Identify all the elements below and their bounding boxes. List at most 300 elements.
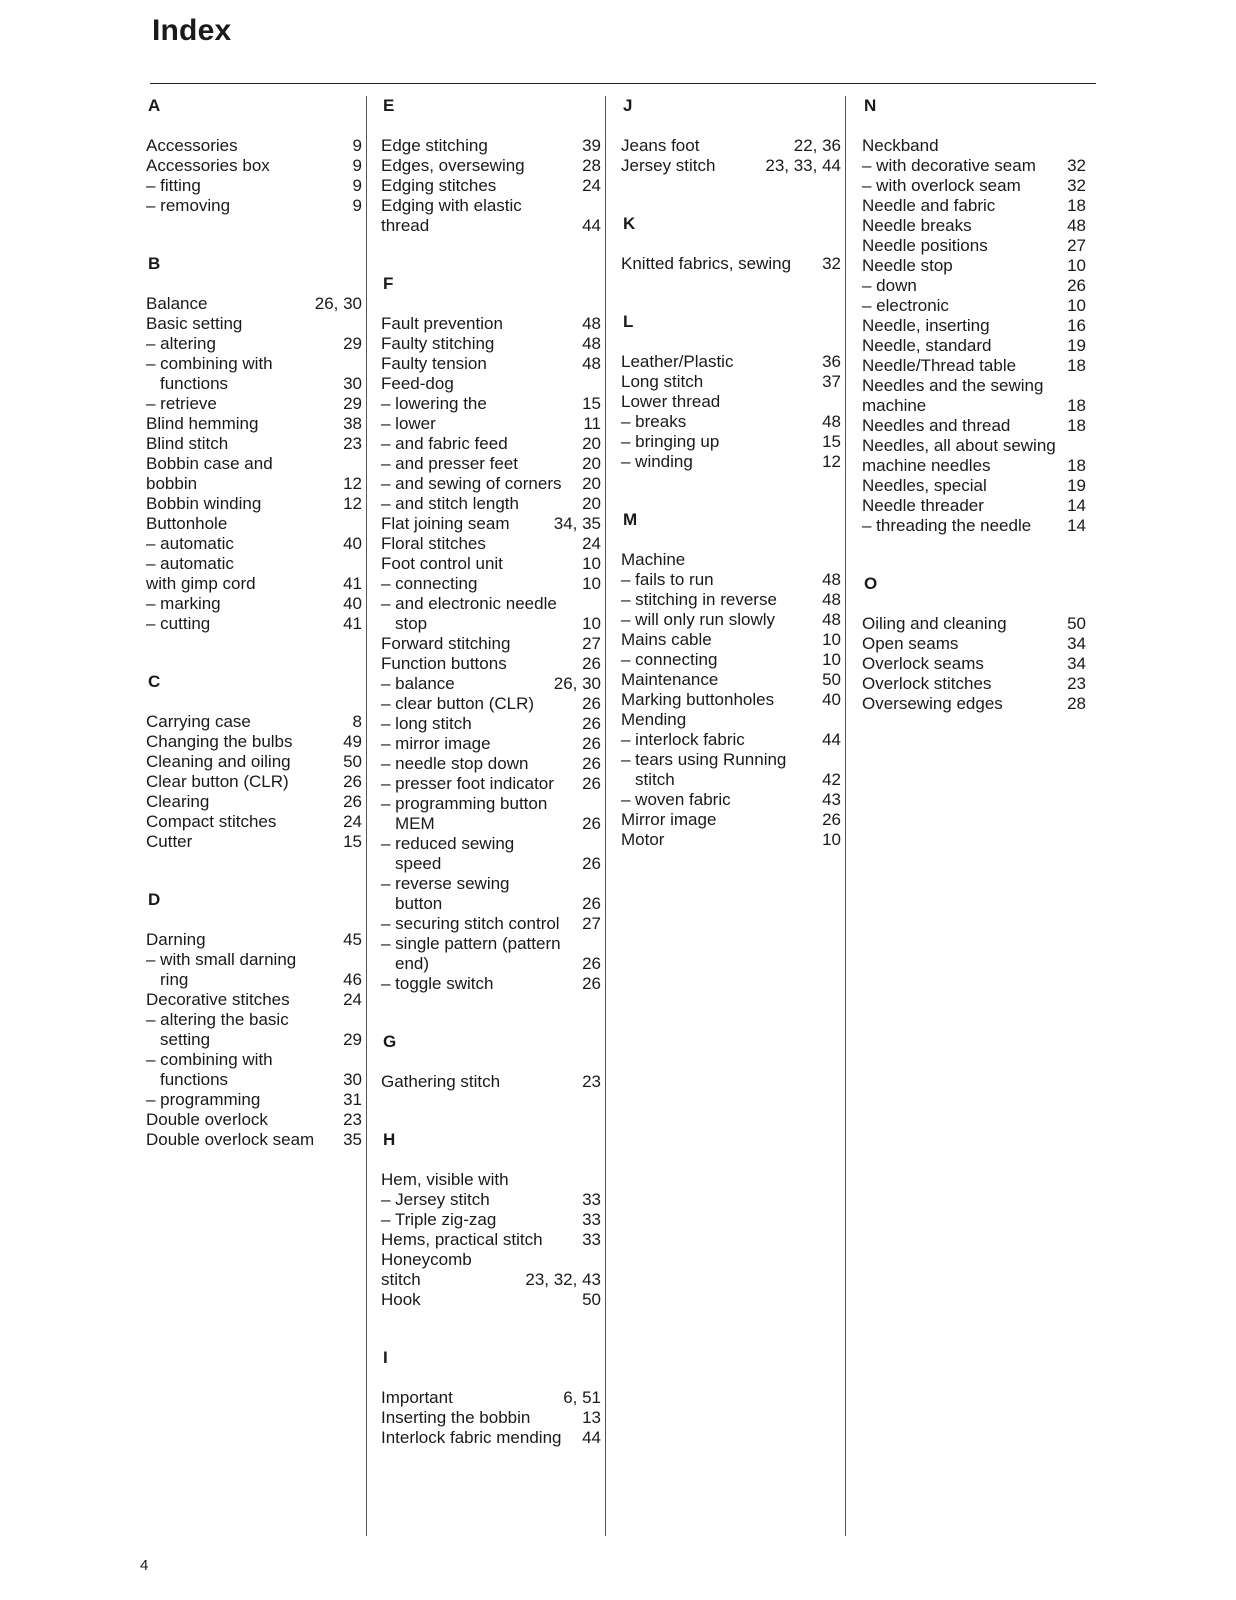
entry-term: Needle stop — [862, 256, 953, 275]
index-section — [146, 672, 366, 852]
entry-term: – automatic — [146, 554, 234, 573]
entry-pages: 41 — [343, 574, 362, 593]
index-section — [146, 254, 366, 634]
index-entry — [862, 476, 1090, 496]
entry-term: Oiling and cleaning — [862, 614, 1007, 633]
entry-pages: 23, 33, 44 — [765, 156, 841, 175]
entry-term: Oversewing edges — [862, 694, 1003, 713]
entry-pages: 10 — [1067, 296, 1086, 315]
section-letter: C — [148, 672, 161, 691]
entry-term: – with small darning — [146, 950, 297, 969]
entry-term: Accessories box — [146, 156, 270, 175]
entry-term: – connecting — [381, 574, 478, 593]
entry-pages: 40 — [343, 534, 362, 553]
index-entry — [381, 874, 605, 894]
entry-term: – clear button (CLR) — [381, 694, 535, 713]
entry-term: Cutter — [146, 832, 193, 851]
entry-pages: 10 — [822, 630, 841, 649]
index-entry — [621, 570, 845, 590]
entry-term: stop — [395, 614, 428, 633]
entry-term: Leather/Plastic — [621, 352, 734, 371]
entry-term: Clearing — [146, 792, 210, 811]
entry-pages: 11 — [583, 414, 601, 433]
entry-term: – automatic — [146, 534, 234, 553]
index-entry — [381, 314, 605, 334]
entry-term: – and electronic needle — [381, 594, 557, 613]
index-entry — [146, 394, 366, 414]
entry-term: Motor — [621, 830, 665, 849]
entry-pages: 18 — [1067, 396, 1086, 415]
index-section — [381, 1130, 605, 1310]
index-entry — [381, 854, 605, 874]
index-entry — [146, 176, 366, 196]
index-entry — [381, 934, 605, 954]
entry-term: Feed-dog — [381, 374, 454, 393]
entry-pages: 15 — [582, 394, 601, 413]
index-column-2 — [381, 96, 606, 1536]
entry-pages: 19 — [1067, 336, 1086, 355]
entry-pages: 32 — [1067, 176, 1086, 195]
entry-term: Mending — [621, 710, 687, 729]
section-letter: L — [623, 312, 634, 331]
index-section — [621, 312, 845, 472]
index-entry — [381, 1210, 605, 1230]
entry-term: – removing — [146, 196, 231, 215]
index-entry — [621, 590, 845, 610]
index-entry — [862, 376, 1090, 396]
entry-pages: 50 — [822, 670, 841, 689]
section-letter: H — [383, 1130, 396, 1149]
index-entry — [381, 454, 605, 474]
entry-term: – and sewing of corners — [381, 474, 562, 493]
index-entry — [381, 614, 605, 634]
entry-term: Knitted fabrics, sewing — [621, 254, 792, 273]
entry-term: Bobbin case and — [146, 454, 273, 473]
page-title: Index — [152, 14, 232, 47]
entry-pages: 26 — [582, 734, 601, 753]
entry-term: Needle and fabric — [862, 196, 996, 215]
entry-term: setting — [160, 1030, 211, 1049]
entry-term: – toggle switch — [381, 974, 494, 993]
entry-term: – altering — [146, 334, 216, 353]
entry-pages: 42 — [822, 770, 841, 789]
entry-term: Mains cable — [621, 630, 712, 649]
entry-term: – altering the basic — [146, 1010, 289, 1029]
entry-term: speed — [395, 854, 442, 873]
entry-term: Needles and thread — [862, 416, 1011, 435]
index-section — [862, 574, 1090, 714]
entry-term: Machine — [621, 550, 686, 569]
index-entry — [381, 754, 605, 774]
entry-pages: 23 — [343, 434, 362, 453]
index-entry — [381, 1290, 605, 1310]
entry-term: button — [395, 894, 443, 913]
index-entry — [146, 1010, 366, 1030]
entry-pages: 44 — [582, 216, 601, 235]
entry-pages: 6, 51 — [563, 1388, 601, 1407]
index-entry — [146, 294, 366, 314]
index-entry — [146, 374, 366, 394]
index-entry — [381, 714, 605, 734]
index-entry — [146, 732, 366, 752]
entry-term: – and fabric feed — [381, 434, 508, 453]
entry-pages: 23, 32, 43 — [525, 1270, 601, 1289]
entry-term: – will only run slowly — [621, 610, 775, 629]
entry-pages: 36 — [822, 352, 841, 371]
entry-pages: 27 — [582, 914, 601, 933]
entry-term: Floral stitches — [381, 534, 486, 553]
entry-pages: 40 — [822, 690, 841, 709]
index-entry — [381, 474, 605, 494]
entry-pages: 26 — [582, 894, 601, 913]
index-entry — [381, 156, 605, 176]
entry-pages: 50 — [582, 1290, 601, 1309]
entry-pages: 24 — [582, 534, 601, 553]
section-letter: J — [623, 96, 633, 115]
entry-pages: 33 — [582, 1230, 601, 1249]
index-entry — [381, 1170, 605, 1190]
index-entry — [621, 610, 845, 630]
index-entry — [862, 674, 1090, 694]
index-entry — [381, 196, 605, 216]
entry-pages: 30 — [343, 1070, 362, 1089]
entry-pages: 18 — [1067, 416, 1086, 435]
entry-pages: 26 — [822, 810, 841, 829]
entry-pages: 26 — [582, 654, 601, 673]
entry-pages: 38 — [343, 414, 362, 433]
index-entry — [146, 1050, 366, 1070]
entry-pages: 28 — [1067, 694, 1086, 713]
header-rule — [150, 83, 1096, 84]
entry-pages: 49 — [343, 732, 362, 751]
entry-pages: 16 — [1067, 316, 1086, 335]
index-entry — [621, 810, 845, 830]
index-entry — [621, 630, 845, 650]
entry-term: Edge stitching — [381, 136, 488, 155]
entry-pages: 26 — [582, 714, 601, 733]
entry-pages: 45 — [343, 930, 362, 949]
index-section — [621, 510, 845, 850]
entry-pages: 34 — [1067, 634, 1086, 653]
entry-pages: 10 — [822, 830, 841, 849]
entry-term: stitch — [381, 1270, 421, 1289]
entry-pages: 9 — [352, 136, 362, 155]
index-section — [862, 96, 1090, 536]
entry-pages: 26 — [343, 792, 362, 811]
index-entry — [146, 1030, 366, 1050]
entry-term: – fitting — [146, 176, 201, 195]
entry-pages: 18 — [1067, 456, 1086, 475]
index-entry — [381, 734, 605, 754]
index-entry — [621, 550, 845, 570]
entry-pages: 26 — [343, 772, 362, 791]
index-entry — [621, 156, 845, 176]
entry-term: Hook — [381, 1290, 421, 1309]
entry-pages: 48 — [822, 590, 841, 609]
entry-term: ring — [160, 970, 189, 989]
entry-pages: 29 — [343, 394, 362, 413]
index-entry — [381, 674, 605, 694]
entry-pages: 23 — [1067, 674, 1086, 693]
index-entry — [381, 1230, 605, 1250]
entry-pages: 15 — [343, 832, 362, 851]
index-entry — [621, 352, 845, 372]
entry-pages: 24 — [343, 990, 362, 1009]
entry-pages: 26, 30 — [553, 674, 601, 693]
entry-term: – breaks — [621, 412, 687, 431]
entry-term: Bobbin winding — [146, 494, 262, 513]
entry-pages: 31 — [343, 1090, 362, 1109]
index-entry — [862, 416, 1090, 436]
index-entry — [381, 534, 605, 554]
entry-term: Needles, special — [862, 476, 987, 495]
entry-term: – needle stop down — [381, 754, 529, 773]
entry-term: Decorative stitches — [146, 990, 290, 1009]
entry-pages: 14 — [1067, 496, 1086, 515]
entry-term: MEM — [395, 814, 435, 833]
entry-term: – programming — [146, 1090, 261, 1109]
entry-term: Changing the bulbs — [146, 732, 293, 751]
index-entry — [146, 414, 366, 434]
entry-term: – electronic — [862, 296, 949, 315]
entry-pages: 37 — [822, 372, 841, 391]
entry-pages: 26 — [582, 754, 601, 773]
index-entry — [621, 790, 845, 810]
entry-term: with gimp cord — [146, 574, 256, 593]
entry-term: – threading the needle — [862, 516, 1032, 535]
entry-pages: 34, 35 — [553, 514, 601, 533]
entry-term: Needle, standard — [862, 336, 992, 355]
index-entry — [621, 770, 845, 790]
index-entry — [381, 1190, 605, 1210]
entry-pages: 20 — [582, 474, 601, 493]
index-entry — [381, 894, 605, 914]
entry-pages: 22, 36 — [793, 136, 841, 155]
entry-pages: 24 — [343, 812, 362, 831]
section-letter: E — [383, 96, 395, 115]
index-entry — [862, 654, 1090, 674]
section-letter: G — [383, 1032, 397, 1051]
entry-term: Basic setting — [146, 314, 243, 333]
entry-pages: 35 — [343, 1130, 362, 1149]
index-entry — [381, 374, 605, 394]
index-entry — [146, 434, 366, 454]
entry-term: Needle/Thread table — [862, 356, 1017, 375]
entry-term: Overlock stitches — [862, 674, 992, 693]
index-entry — [381, 774, 605, 794]
index-column-1 — [146, 96, 367, 1536]
index-entry — [146, 474, 366, 494]
index-entry — [862, 216, 1090, 236]
entry-term: Double overlock — [146, 1110, 268, 1129]
index-entry — [146, 354, 366, 374]
index-entry — [862, 634, 1090, 654]
entry-term: bobbin — [146, 474, 198, 493]
index-entry — [146, 712, 366, 732]
entry-pages: 48 — [822, 610, 841, 629]
index-entry — [146, 314, 366, 334]
entry-pages: 14 — [1067, 516, 1086, 535]
index-entry — [381, 814, 605, 834]
entry-pages: 40 — [343, 594, 362, 613]
entry-pages: 9 — [352, 156, 362, 175]
index-entry — [381, 654, 605, 674]
index-entry — [381, 834, 605, 854]
entry-term: Interlock fabric mending — [381, 1428, 562, 1447]
entry-pages: 41 — [343, 614, 362, 633]
section-letter: K — [623, 214, 636, 233]
entry-term: – programming button — [381, 794, 548, 813]
index-entry — [862, 196, 1090, 216]
index-entry — [381, 634, 605, 654]
entry-term: Faulty tension — [381, 354, 487, 373]
entry-term: Inserting the bobbin — [381, 1408, 531, 1427]
index-entry — [381, 954, 605, 974]
entry-pages: 10 — [582, 614, 601, 633]
entry-term: – tears using Running — [621, 750, 787, 769]
index-entry — [146, 614, 366, 634]
entry-pages: 27 — [582, 634, 601, 653]
index-entry — [621, 830, 845, 850]
index-column-4 — [862, 96, 1090, 1536]
entry-pages: 28 — [582, 156, 601, 175]
entry-pages: 9 — [352, 176, 362, 195]
index-entry — [146, 534, 366, 554]
index-entry — [146, 334, 366, 354]
index-entry — [381, 216, 605, 236]
index-entry — [146, 494, 366, 514]
index-entry — [621, 254, 845, 274]
entry-pages: 12 — [822, 452, 841, 471]
entry-term: Forward stitching — [381, 634, 511, 653]
index-entry — [146, 156, 366, 176]
entry-term: Cleaning and oiling — [146, 752, 291, 771]
index-entry — [381, 554, 605, 574]
entry-term: Flat joining seam — [381, 514, 510, 533]
index-entry — [381, 1072, 605, 1092]
entry-term: – fails to run — [621, 570, 714, 589]
entry-term: Faulty stitching — [381, 334, 495, 353]
entry-term: Needles and the sewing — [862, 376, 1044, 395]
index-entry — [862, 256, 1090, 276]
entry-term: Mirror image — [621, 810, 717, 829]
entry-pages: 12 — [343, 494, 362, 513]
index-entry — [621, 730, 845, 750]
index-entry — [146, 514, 366, 534]
entry-term: Foot control unit — [381, 554, 503, 573]
entry-pages: 48 — [582, 354, 601, 373]
section-letter: M — [623, 510, 638, 529]
entry-term: Important — [381, 1388, 453, 1407]
index-entry — [146, 792, 366, 812]
index-entry — [381, 694, 605, 714]
entry-pages: 8 — [352, 712, 362, 731]
index-entry — [621, 650, 845, 670]
entry-pages: 26 — [582, 694, 601, 713]
section-letter: D — [148, 890, 161, 909]
entry-term: – presser foot indicator — [381, 774, 554, 793]
entry-pages: 9 — [352, 196, 362, 215]
entry-term: – interlock fabric — [621, 730, 745, 749]
entry-term: Fault prevention — [381, 314, 503, 333]
entry-term: – combining with — [146, 1050, 273, 1069]
index-entry — [381, 594, 605, 614]
index-entry — [381, 1270, 605, 1290]
index-entry — [621, 412, 845, 432]
index-entry — [381, 176, 605, 196]
index-entry — [621, 372, 845, 392]
index-entry — [862, 316, 1090, 336]
entry-term: – reverse sewing — [381, 874, 510, 893]
entry-term: machine — [862, 396, 927, 415]
entry-term: – balance — [381, 674, 455, 693]
entry-term: – single pattern (pattern — [381, 934, 561, 953]
entry-term: Balance — [146, 294, 208, 313]
index-entry — [381, 494, 605, 514]
entry-term: Function buttons — [381, 654, 507, 673]
entry-term: Compact stitches — [146, 812, 277, 831]
entry-term: – lowering the — [381, 394, 487, 413]
entry-pages: 23 — [343, 1110, 362, 1129]
entry-term: – connecting — [621, 650, 718, 669]
index-entry — [146, 1110, 366, 1130]
entry-pages: 29 — [343, 334, 362, 353]
entry-term: Clear button (CLR) — [146, 772, 289, 791]
entry-pages: 19 — [1067, 476, 1086, 495]
entry-pages: 10 — [582, 574, 601, 593]
entry-pages: 15 — [822, 432, 841, 451]
index-entry — [862, 176, 1090, 196]
entry-term: functions — [160, 374, 229, 393]
entry-pages: 50 — [1067, 614, 1086, 633]
entry-term: – retrieve — [146, 394, 217, 413]
entry-term: Edging with elastic — [381, 196, 522, 215]
index-entry — [621, 452, 845, 472]
entry-pages: 33 — [582, 1210, 601, 1229]
index-section — [621, 214, 845, 274]
section-letter: F — [383, 274, 394, 293]
entry-pages: 13 — [582, 1408, 601, 1427]
index-section — [146, 96, 366, 216]
index-section — [381, 274, 605, 994]
entry-pages: 26 — [1067, 276, 1086, 295]
index-entry — [862, 356, 1090, 376]
entry-pages: 32 — [822, 254, 841, 273]
entry-pages: 24 — [582, 176, 601, 195]
entry-pages: 23 — [582, 1072, 601, 1091]
entry-term: end) — [395, 954, 430, 973]
index-entry — [621, 710, 845, 730]
entry-term: – Triple zig-zag — [381, 1210, 497, 1229]
section-letter: B — [148, 254, 161, 273]
entry-term: – reduced sewing — [381, 834, 515, 853]
entry-term: Blind stitch — [146, 434, 229, 453]
index-section — [381, 1032, 605, 1092]
index-entry — [621, 690, 845, 710]
index-entry — [621, 432, 845, 452]
index-entry — [862, 236, 1090, 256]
entry-term: – cutting — [146, 614, 211, 633]
index-entry — [381, 136, 605, 156]
entry-pages: 26 — [582, 814, 601, 833]
entry-term: – combining with — [146, 354, 273, 373]
entry-term: Long stitch — [621, 372, 704, 391]
index-entry — [862, 276, 1090, 296]
entry-pages: 30 — [343, 374, 362, 393]
entry-pages: 48 — [1067, 216, 1086, 235]
entry-term: Open seams — [862, 634, 959, 653]
entry-pages: 20 — [582, 494, 601, 513]
